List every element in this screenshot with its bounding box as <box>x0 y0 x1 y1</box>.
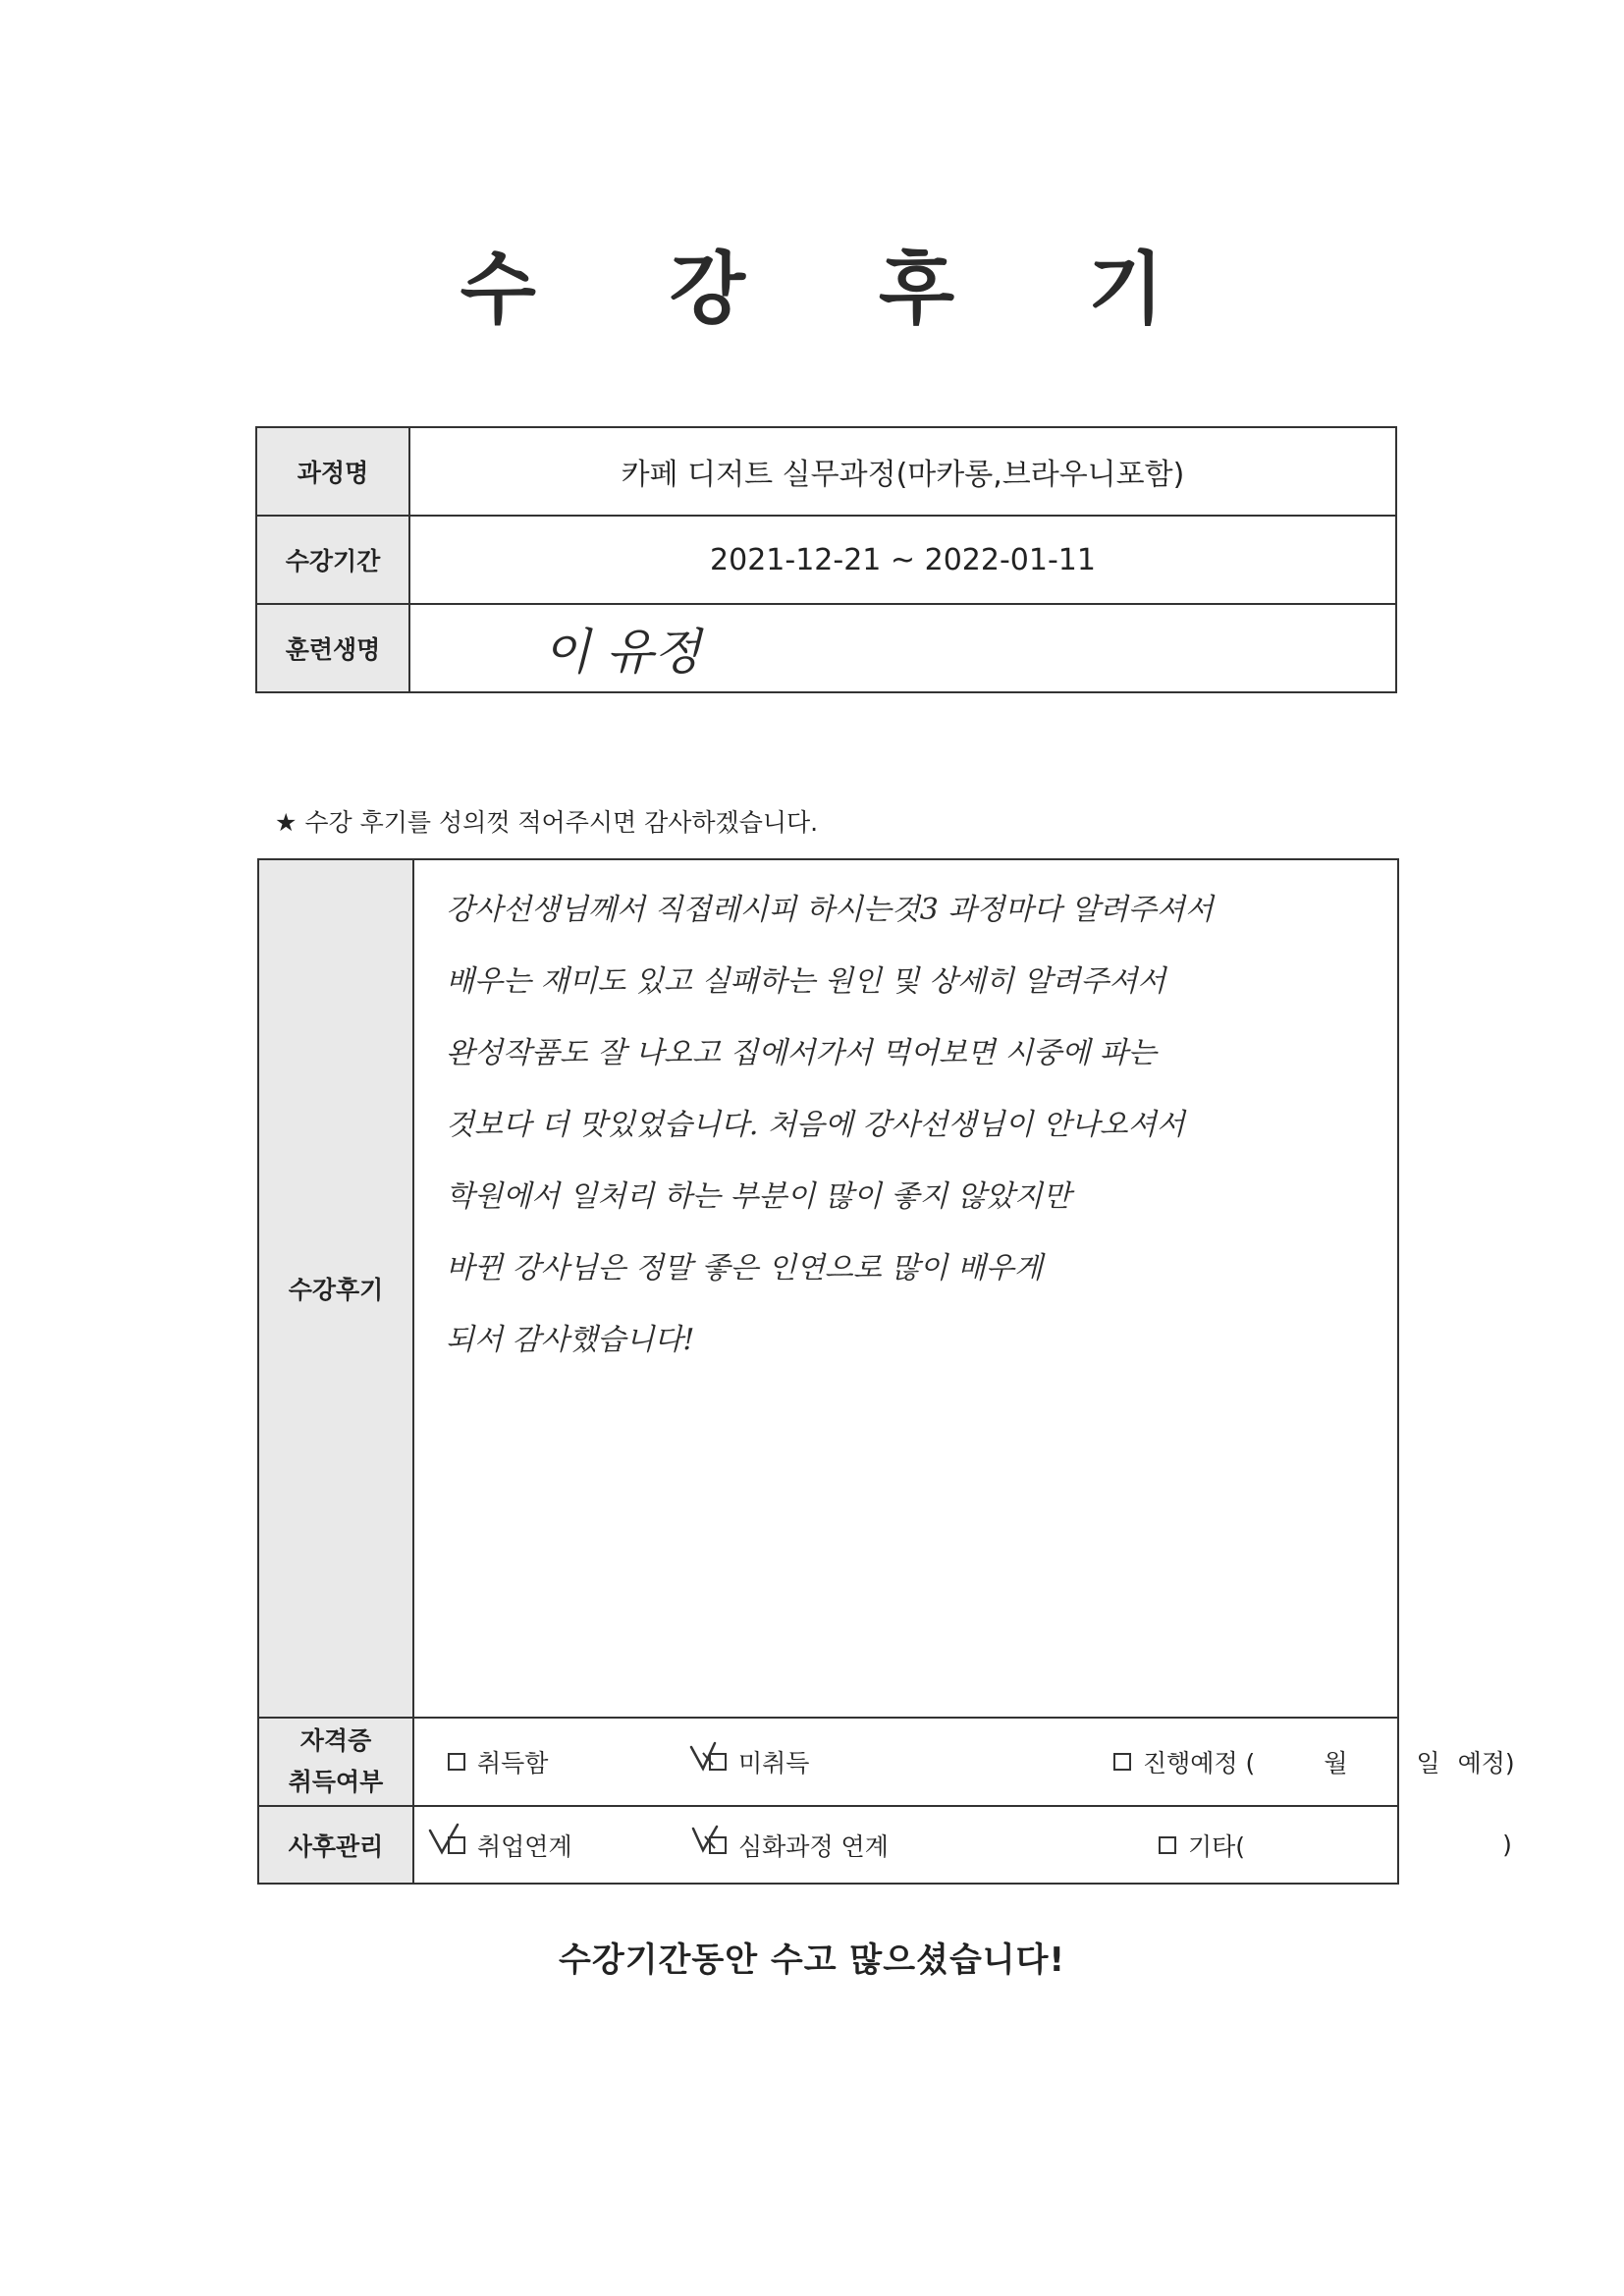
certificate-label-line1: 자격증 <box>299 1726 372 1755</box>
checkbox-icon[interactable] <box>1113 1753 1131 1771</box>
checkbox-checked-icon[interactable] <box>709 1836 727 1854</box>
review-line: 배우는 재미도 있고 실패하는 원인 및 상세히 알려주셔서 <box>446 964 1166 999</box>
checkbox-icon[interactable] <box>1159 1836 1176 1854</box>
cert-option-day: 일 <box>1416 1749 1440 1777</box>
certificate-label <box>259 1719 414 1805</box>
notice-text: ★ 수강 후기를 성의껏 적어주시면 감사하겠습니다. <box>275 808 819 837</box>
course-period-row <box>257 517 1395 605</box>
review-line: 되서 감사했습니다! <box>446 1323 695 1357</box>
certificate-label-line2: 취득여부 <box>288 1768 384 1796</box>
checkmark-icon <box>428 1823 473 1858</box>
checkmark-icon <box>689 1823 734 1858</box>
review-text-area[interactable] <box>414 860 1397 1717</box>
aftercare-label: 사후관리 <box>259 1807 414 1883</box>
checkbox-checked-icon[interactable] <box>709 1753 727 1771</box>
review-line: 학원에서 일처리 하는 부분이 많이 좋지 않았지만 <box>446 1179 1071 1214</box>
course-name-row <box>257 428 1395 517</box>
review-line: 바뀐 강사님은 정말 좋은 인연으로 많이 배우게 <box>446 1251 1043 1285</box>
course-info-table <box>255 426 1397 693</box>
aftercare-option-employment-label: 취업연계 <box>477 1831 572 1861</box>
page-title: 수 강 후 기 <box>460 244 1218 335</box>
cert-option-planned-suffix: 예정) <box>1457 1749 1515 1777</box>
aftercare-option-other[interactable] <box>1159 1828 1512 1863</box>
certificate-options <box>414 1719 1515 1805</box>
aftercare-options <box>414 1807 1512 1883</box>
aftercare-option-advanced[interactable] <box>709 1828 889 1863</box>
cert-option-not-acquired-label: 미취득 <box>738 1749 810 1777</box>
review-row <box>259 860 1397 1719</box>
course-name-label: 과정명 <box>257 428 410 515</box>
review-line: 완성작품도 잘 나오고 집에서가서 먹어보면 시중에 파는 <box>446 1036 1157 1070</box>
footer-message: 수강기간동안 수고 많으셨습니다! <box>559 1941 1065 1980</box>
cert-option-acquired-label: 취득함 <box>477 1749 549 1777</box>
review-line: 것보다 더 맛있었습니다. 처음에 강사선생님이 안나오셔서 <box>446 1108 1185 1142</box>
review-label: 수강후기 <box>259 860 414 1717</box>
aftercare-option-employment[interactable] <box>448 1828 572 1863</box>
cert-option-planned-prefix: 진행예정 ( <box>1143 1749 1256 1777</box>
review-table <box>257 858 1515 1885</box>
trainee-name-row <box>257 605 1395 691</box>
aftercare-option-other-prefix: 기타( <box>1188 1831 1246 1861</box>
cert-option-acquired[interactable] <box>448 1744 548 1779</box>
cert-option-planned[interactable] <box>1113 1744 1515 1779</box>
cert-option-month: 월 <box>1324 1749 1348 1777</box>
review-line: 강사선생님께서 직접레시피 하시는것3 과정마다 알려주셔서 <box>446 893 1214 927</box>
trainee-name-label: 훈련생명 <box>257 605 410 691</box>
aftercare-option-other-suffix: ) <box>1502 1831 1512 1859</box>
aftercare-row <box>259 1807 1512 1883</box>
checkbox-icon[interactable] <box>448 1753 465 1771</box>
aftercare-option-advanced-label: 심화과정 연계 <box>738 1831 889 1861</box>
certificate-row <box>259 1719 1515 1807</box>
course-period-value: 2021-12-21 ~ 2022-01-11 <box>710 542 1096 577</box>
course-period-label: 수강기간 <box>257 517 410 603</box>
cert-option-not-acquired[interactable] <box>709 1744 809 1779</box>
checkbox-checked-icon[interactable] <box>448 1836 465 1854</box>
course-name-value: 카페 디저트 실무과정(마카롱,브라우니포함) <box>621 458 1185 492</box>
trainee-name-value[interactable]: 이 유정 <box>543 624 701 681</box>
checkmark-icon <box>689 1739 734 1775</box>
